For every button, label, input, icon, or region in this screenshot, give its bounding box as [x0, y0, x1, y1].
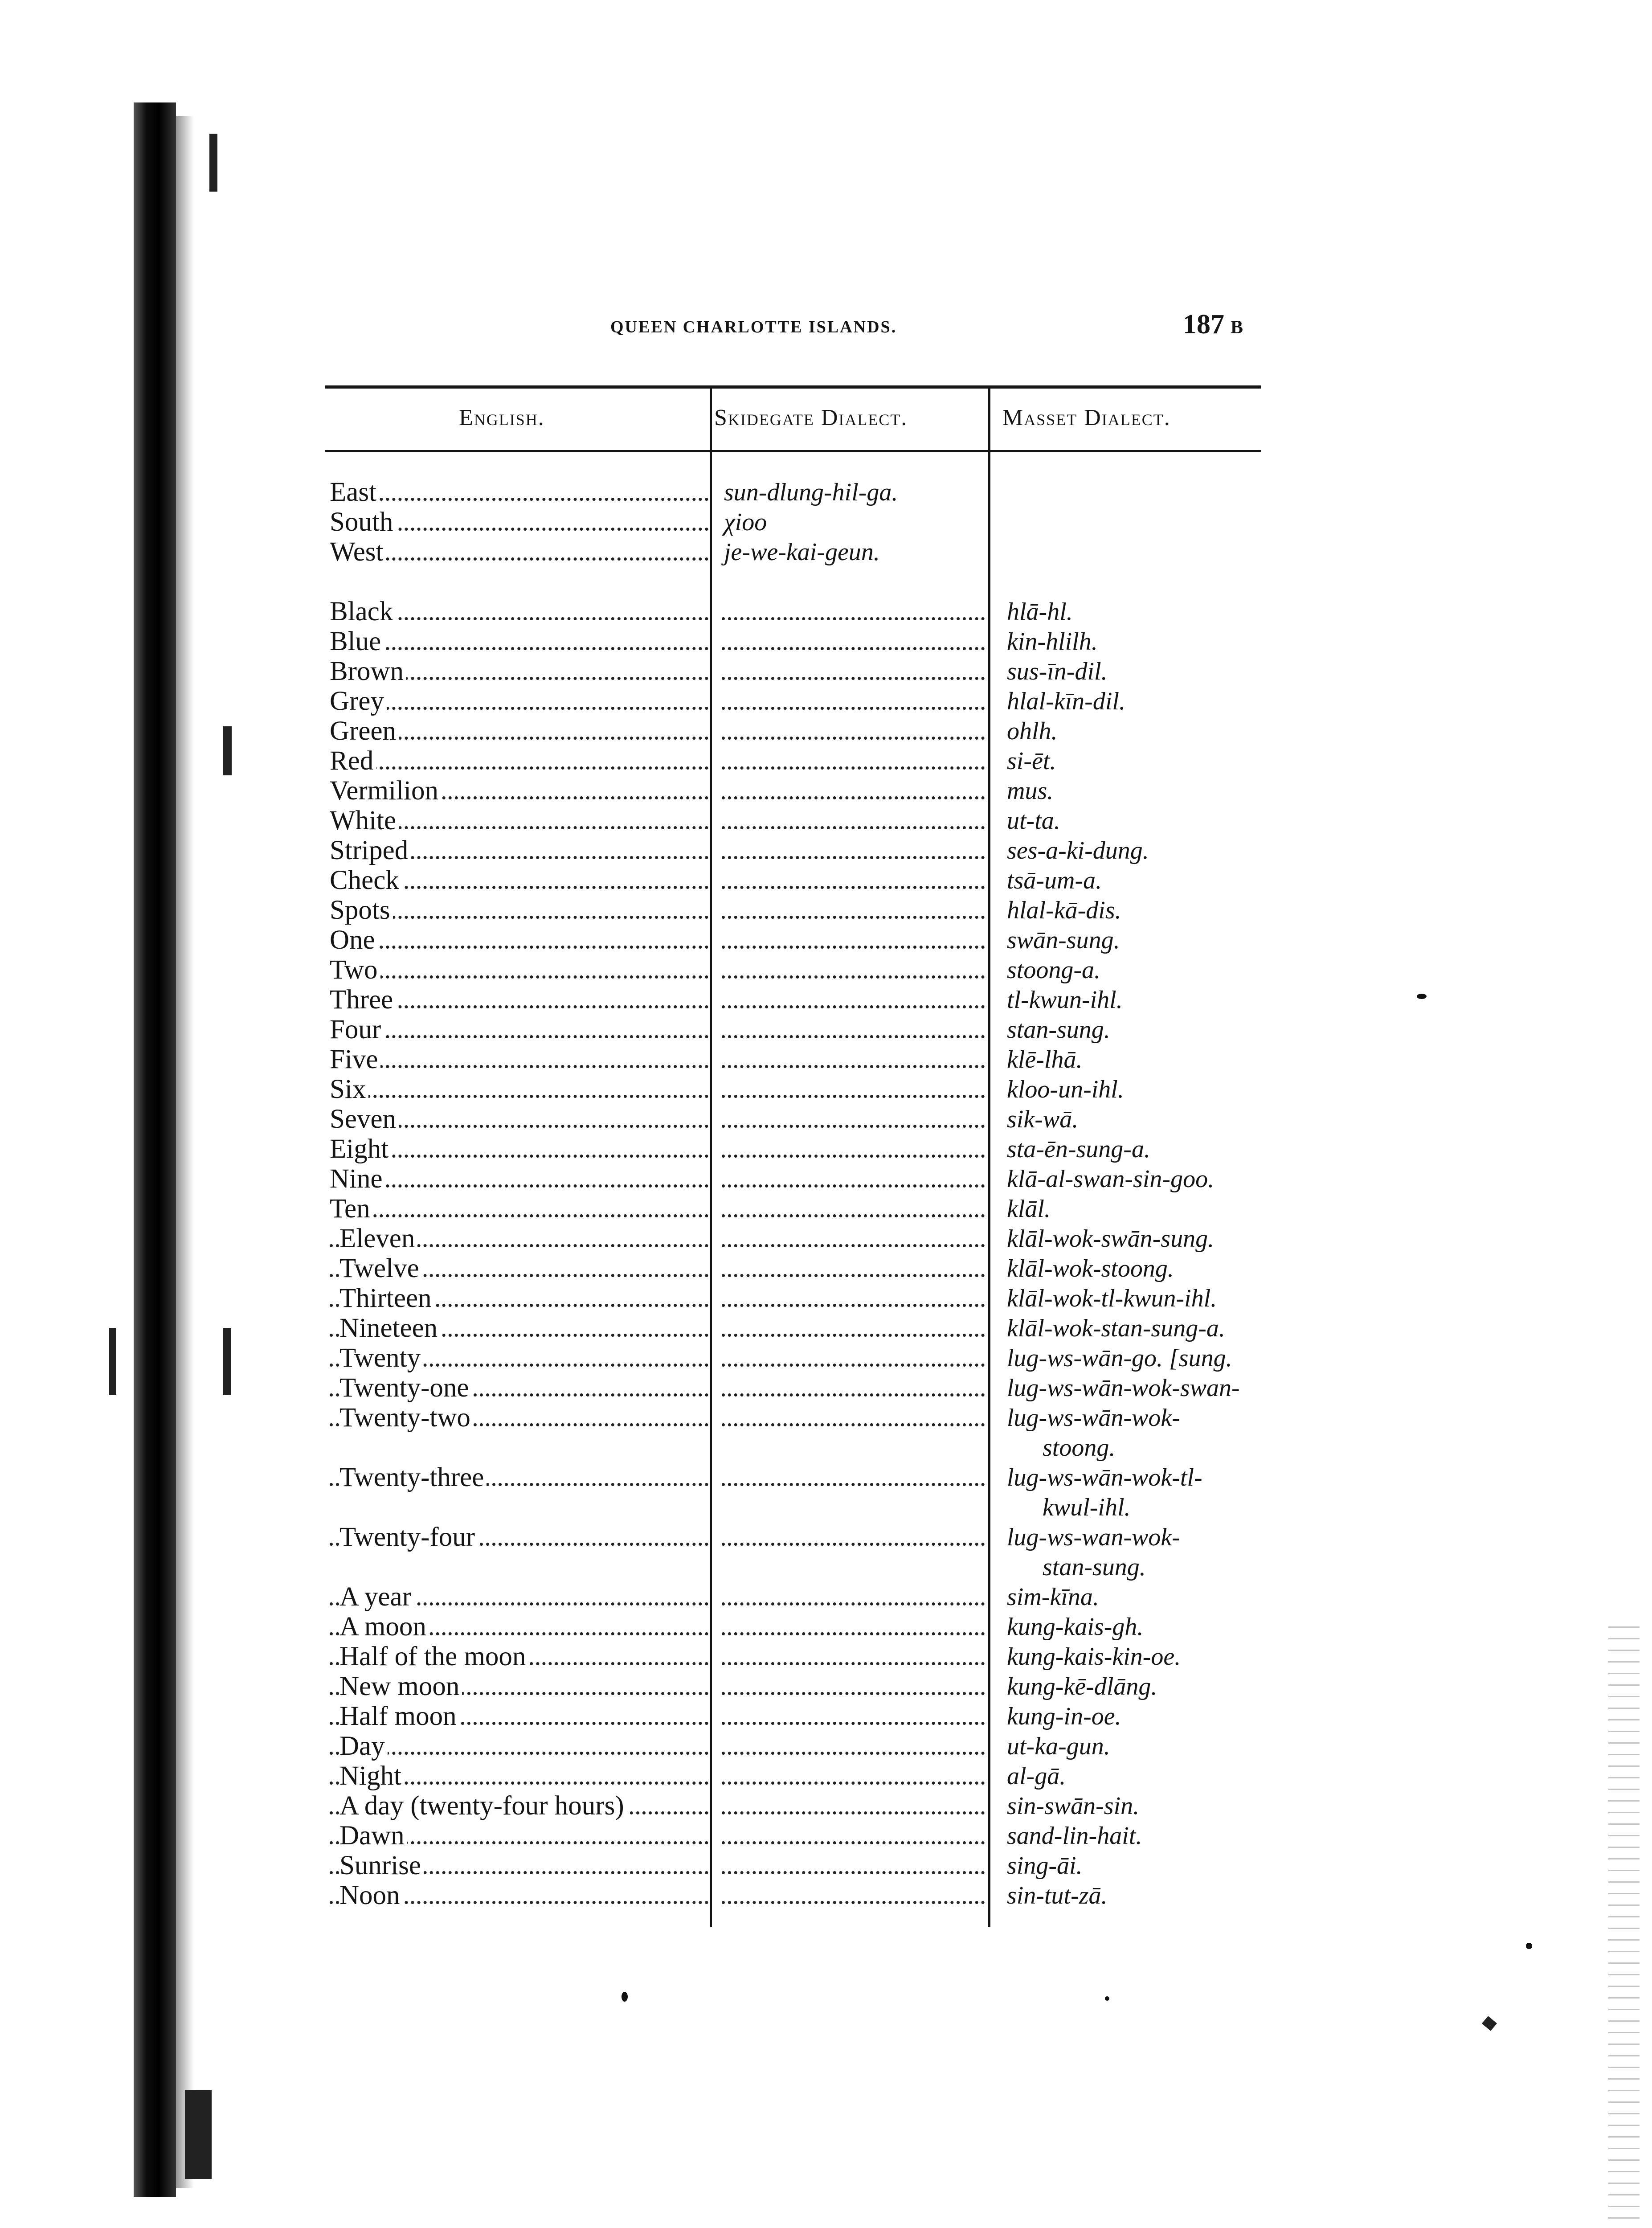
english-term: [330, 985, 708, 1015]
skidegate-empty-leader: [722, 1343, 985, 1373]
scan-mark: [1482, 2016, 1497, 2031]
masset-term: mus.: [1007, 777, 1054, 805]
english-term: [330, 746, 708, 776]
masset-term: kung-kē-dlāng.: [1007, 1673, 1157, 1700]
english-term: [330, 1881, 708, 1910]
english-term-label: Brown: [330, 657, 406, 686]
english-term-label: One: [330, 926, 378, 955]
table-row: [0, 1284, 1652, 1313]
masset-term: kung-kais-kin-oe.: [1007, 1643, 1181, 1671]
english-term-label: Dawn: [339, 1821, 407, 1851]
skidegate-empty-leader: [722, 1045, 985, 1074]
masset-term: lug-ws-wān-wok-: [1007, 1404, 1180, 1432]
masset-term: tl-kwun-ihl.: [1007, 986, 1123, 1014]
skidegate-empty-leader: [722, 597, 985, 627]
skidegate-empty-leader: [722, 1284, 985, 1313]
dot-leader: [722, 1274, 985, 1277]
dot-leader: [330, 1035, 708, 1038]
skidegate-empty-leader: [722, 1075, 985, 1104]
english-term: [330, 478, 708, 507]
masset-term: klē-lhā.: [1007, 1046, 1083, 1073]
dot-leader: [722, 975, 985, 979]
english-term-label: Four: [330, 1015, 384, 1044]
masset-term: klāl-wok-tl-kwun-ihl.: [1007, 1285, 1217, 1312]
english-term: [330, 1134, 708, 1164]
english-term: [330, 687, 708, 716]
english-term: [330, 1224, 708, 1253]
table-row: [0, 1105, 1652, 1134]
table-row: [0, 597, 1652, 627]
english-term: [330, 717, 708, 746]
dot-leader: [722, 916, 985, 919]
skidegate-empty-leader: [722, 687, 985, 716]
dot-leader: [330, 1065, 708, 1068]
dot-leader: [722, 1155, 985, 1158]
table-row: [0, 985, 1652, 1015]
english-term-label: Five: [330, 1045, 380, 1074]
dot-leader: [722, 1364, 985, 1367]
english-term-label: Eight: [330, 1134, 391, 1164]
dot-leader: [722, 707, 985, 710]
table-row: [0, 627, 1652, 656]
table-row: [0, 806, 1652, 836]
dot-leader: [330, 1184, 708, 1188]
english-term: [330, 1612, 708, 1642]
english-term-label: Grey: [330, 687, 387, 716]
skidegate-empty-leader: [722, 1134, 985, 1164]
table-row: [0, 1045, 1652, 1074]
english-term-label: Black: [330, 597, 396, 627]
dot-leader: [722, 1005, 985, 1008]
skidegate-empty-leader: [722, 1732, 985, 1761]
masset-term: klā-al-swan-sin-goo.: [1007, 1165, 1214, 1193]
english-term: [330, 1702, 708, 1731]
english-term-label: A day (twenty-four hours): [339, 1791, 627, 1821]
page-number-suffix: B: [1231, 317, 1243, 338]
masset-term: ut-ta.: [1007, 807, 1060, 835]
english-term: [330, 1672, 708, 1701]
dot-leader: [722, 1184, 985, 1188]
masset-term: tsā-um-a.: [1007, 867, 1102, 894]
skidegate-empty-leader: [722, 955, 985, 985]
english-term-label: Six: [330, 1075, 368, 1104]
english-term: [330, 1582, 708, 1612]
dot-leader: [722, 1483, 985, 1486]
english-term: [330, 1194, 708, 1224]
dot-leader: [722, 766, 985, 770]
table-row: [0, 1702, 1652, 1731]
english-term-label: Blue: [330, 627, 384, 656]
masset-term: sin-tut-zā.: [1007, 1882, 1108, 1909]
english-term: [330, 1284, 708, 1313]
masset-term: ses-a-ki-dung.: [1007, 837, 1149, 864]
dot-leader: [722, 886, 985, 889]
masset-term: sik-wā.: [1007, 1106, 1079, 1133]
english-term-label: White: [330, 806, 399, 836]
skidegate-empty-leader: [722, 926, 985, 955]
table-row: [0, 537, 1652, 567]
dot-leader: [722, 1065, 985, 1068]
table-row: [0, 1373, 1652, 1403]
dot-leader: [722, 1811, 985, 1814]
table-row: [0, 866, 1652, 895]
table-row: [0, 1463, 1652, 1521]
masset-term: klāl-wok-stan-sung-a.: [1007, 1315, 1225, 1342]
table-header-rule: [325, 450, 1261, 452]
english-term-label: Half moon: [339, 1702, 459, 1731]
table-row: [0, 1254, 1652, 1283]
english-term-label: Twenty-four: [339, 1523, 478, 1552]
skidegate-empty-leader: [722, 1224, 985, 1253]
table-row: [0, 955, 1652, 985]
masset-term: lug-ws-wān-wok-swan-: [1007, 1374, 1240, 1402]
english-term: [330, 1821, 708, 1851]
english-term: [330, 1015, 708, 1044]
english-term-label: Twenty-two: [339, 1403, 473, 1433]
skidegate-empty-leader: [722, 1761, 985, 1791]
masset-term: al-gā.: [1007, 1762, 1066, 1790]
english-term: [330, 597, 708, 627]
english-term: [330, 836, 708, 865]
english-term-label: Twenty-three: [339, 1463, 487, 1492]
table-row: [0, 1343, 1652, 1373]
masset-term: ohlh.: [1007, 717, 1058, 745]
dot-leader: [722, 1692, 985, 1695]
dot-leader: [722, 1632, 985, 1635]
skidegate-empty-leader: [722, 866, 985, 895]
masset-term-continuation: kwul-ihl.: [1043, 1494, 1131, 1521]
masset-term: kung-kais-gh.: [1007, 1613, 1144, 1641]
masset-term-continuation: stan-sung.: [1043, 1553, 1146, 1581]
english-term-label: South: [330, 508, 396, 537]
skidegate-empty-leader: [722, 896, 985, 925]
dot-leader: [722, 1662, 985, 1665]
skidegate-empty-leader: [722, 1851, 985, 1880]
table-row: [0, 1194, 1652, 1224]
scan-mark: [209, 134, 217, 192]
masset-term: sim-kīna.: [1007, 1583, 1099, 1611]
skidegate-term: sun-dlung-hil-ga.: [724, 479, 898, 506]
english-term: [330, 1523, 708, 1552]
dot-leader: [722, 617, 985, 620]
english-term-label: Twenty-one: [339, 1373, 471, 1403]
column-header-english: English.: [459, 405, 545, 430]
dot-leader: [330, 766, 708, 770]
dot-leader: [722, 1423, 985, 1426]
dot-leader: [330, 946, 708, 949]
masset-term: kloo-un-ihl.: [1007, 1076, 1124, 1103]
table-row: [0, 1642, 1652, 1671]
english-term-label: Noon: [339, 1881, 403, 1910]
skidegate-empty-leader: [722, 1373, 985, 1403]
english-term-label: Thirteen: [339, 1284, 434, 1313]
skidegate-empty-leader: [722, 1582, 985, 1612]
dot-leader: [722, 826, 985, 829]
skidegate-empty-leader: [722, 657, 985, 686]
masset-term: klāl-wok-stoong.: [1007, 1255, 1174, 1282]
skidegate-empty-leader: [722, 1702, 985, 1731]
masset-term: sand-lin-hait.: [1007, 1822, 1142, 1850]
table-row: [0, 687, 1652, 716]
english-term-label: A moon: [339, 1612, 429, 1642]
dot-leader: [722, 677, 985, 680]
table-row: [0, 776, 1652, 806]
dot-leader: [722, 1095, 985, 1098]
english-term-label: West: [330, 537, 386, 567]
dot-leader: [722, 1334, 985, 1337]
english-term-label: Two: [330, 955, 380, 985]
dot-leader: [330, 1214, 708, 1217]
dot-leader: [722, 1393, 985, 1397]
english-term-label: Twelve: [339, 1254, 422, 1283]
masset-term: kin-hlilh.: [1007, 628, 1098, 655]
scan-speck: [622, 1992, 628, 2002]
english-term: [330, 1254, 708, 1283]
masset-term: si-ēt.: [1007, 747, 1056, 775]
dot-leader: [722, 1752, 985, 1755]
english-term: [330, 1732, 708, 1761]
skidegate-empty-leader: [722, 746, 985, 776]
skidegate-empty-leader: [722, 1523, 985, 1552]
table-row: [0, 836, 1652, 865]
english-term-label: Twenty: [339, 1343, 423, 1373]
masset-term: klāl.: [1007, 1195, 1051, 1223]
skidegate-empty-leader: [722, 1881, 985, 1910]
english-term: [330, 1851, 708, 1880]
table-row: [0, 746, 1652, 776]
english-term-label: Nine: [330, 1164, 385, 1194]
masset-term: stoong-a.: [1007, 956, 1100, 984]
masset-term: sta-ēn-sung-a.: [1007, 1135, 1150, 1163]
skidegate-empty-leader: [722, 1821, 985, 1851]
skidegate-empty-leader: [722, 1194, 985, 1224]
skidegate-empty-leader: [722, 776, 985, 806]
column-header-skidegate: Skidegate Dialect.: [714, 405, 908, 430]
dot-leader: [722, 1722, 985, 1725]
table-row: [0, 1761, 1652, 1791]
table-row: [0, 1732, 1652, 1761]
skidegate-empty-leader: [722, 627, 985, 656]
masset-term: sus-īn-dil.: [1007, 658, 1108, 685]
masset-term: kung-in-oe.: [1007, 1703, 1121, 1730]
scan-speck: [1105, 1996, 1109, 2001]
skidegate-empty-leader: [722, 1254, 985, 1283]
table-row: [0, 1881, 1652, 1910]
table-row: [0, 896, 1652, 925]
table-row: [0, 1612, 1652, 1642]
skidegate-empty-leader: [722, 1105, 985, 1134]
masset-term: sin-swān-sin.: [1007, 1792, 1140, 1820]
english-term: [330, 1075, 708, 1104]
english-term: [330, 926, 708, 955]
table-row: [0, 717, 1652, 746]
table-row: [0, 1224, 1652, 1253]
dot-leader: [722, 1841, 985, 1844]
masset-term: sing-āi.: [1007, 1852, 1083, 1880]
english-term-label: Seven: [330, 1105, 399, 1134]
dot-leader: [330, 498, 708, 501]
table-row: [0, 1015, 1652, 1044]
english-term-label: Half of the moon: [339, 1642, 528, 1671]
table-row: [0, 1134, 1652, 1164]
table-row: [0, 508, 1652, 537]
skidegate-empty-leader: [722, 1791, 985, 1821]
skidegate-term: χioo: [724, 508, 767, 536]
masset-term: ut-ka-gun.: [1007, 1732, 1110, 1760]
masset-term-continuation: stoong.: [1043, 1434, 1116, 1462]
masset-term: hlal-kīn-dil.: [1007, 688, 1125, 715]
english-term: [330, 955, 708, 985]
english-term: [330, 1403, 708, 1433]
table-row: [0, 1582, 1652, 1612]
scan-mark: [185, 2090, 212, 2179]
skidegate-term: je-we-kai-geun.: [724, 538, 880, 566]
english-term-label: Eleven: [339, 1224, 417, 1253]
dot-leader: [330, 975, 708, 979]
english-term-label: Nineteen: [339, 1314, 440, 1343]
skidegate-empty-leader: [722, 1463, 985, 1492]
english-term-label: Three: [330, 985, 396, 1015]
english-term: [330, 776, 708, 806]
english-term-label: Striped: [330, 836, 411, 865]
english-term: [330, 537, 708, 567]
english-term: [330, 1761, 708, 1791]
english-term: [330, 1343, 708, 1373]
table-row: [0, 1314, 1652, 1343]
table-row: [0, 1164, 1652, 1194]
dot-leader: [330, 1095, 708, 1098]
table-row: [0, 1523, 1652, 1581]
scan-speck: [1526, 1943, 1532, 1949]
skidegate-empty-leader: [722, 1164, 985, 1194]
english-term-label: Day: [339, 1732, 388, 1761]
english-term: [330, 806, 708, 836]
dot-leader: [722, 1214, 985, 1217]
masset-term: lug-ws-wān-go. [sung.: [1007, 1344, 1232, 1372]
english-term-label: A year: [339, 1582, 414, 1612]
masset-term: lug-ws-wān-wok-tl-: [1007, 1464, 1202, 1491]
english-term: [330, 896, 708, 925]
english-term: [330, 657, 708, 686]
table-row: [0, 1851, 1652, 1880]
english-term-label: Night: [339, 1761, 404, 1791]
english-term: [330, 508, 708, 537]
english-term: [330, 1314, 708, 1343]
dot-leader: [722, 1871, 985, 1874]
english-term: [330, 1105, 708, 1134]
english-term-label: Vermilion: [330, 776, 441, 806]
english-term-label: Spots: [330, 896, 393, 925]
page-number-value: 187: [1183, 309, 1224, 340]
english-term: [330, 1463, 708, 1492]
table-row: [0, 478, 1652, 507]
dot-leader: [722, 647, 985, 650]
skidegate-empty-leader: [722, 836, 985, 865]
skidegate-empty-leader: [722, 717, 985, 746]
table-row: [0, 1403, 1652, 1462]
running-head: QUEEN CHARLOTTE ISLANDS.: [610, 318, 897, 336]
masset-term: hlā-hl.: [1007, 598, 1073, 626]
english-term-label: Sunrise: [339, 1851, 424, 1880]
skidegate-empty-leader: [722, 985, 985, 1015]
dot-leader: [722, 796, 985, 799]
english-term: [330, 1373, 708, 1403]
english-term-label: Green: [330, 717, 399, 746]
table-row: [0, 1821, 1652, 1851]
english-term: [330, 866, 708, 895]
dot-leader: [722, 1901, 985, 1904]
dot-leader: [722, 1543, 985, 1546]
skidegate-empty-leader: [722, 806, 985, 836]
dot-leader: [722, 1304, 985, 1307]
english-term-label: East: [330, 478, 379, 507]
english-term-label: New moon: [339, 1672, 462, 1701]
dot-leader: [722, 1782, 985, 1785]
dot-leader: [722, 946, 985, 949]
table-row: [0, 926, 1652, 955]
dot-leader: [330, 557, 708, 561]
page-number: [1183, 309, 1243, 340]
english-term: [330, 1045, 708, 1074]
table-row: [0, 1791, 1652, 1821]
table-row: [0, 1075, 1652, 1104]
dot-leader: [722, 856, 985, 859]
masset-term: stan-sung.: [1007, 1016, 1110, 1044]
english-term-label: Check: [330, 866, 402, 895]
skidegate-empty-leader: [722, 1403, 985, 1433]
masset-term: swān-sung.: [1007, 926, 1120, 954]
dot-leader: [330, 647, 708, 650]
masset-term: hlal-kā-dis.: [1007, 897, 1121, 924]
english-term-label: Red: [330, 746, 376, 776]
english-term-label: Ten: [330, 1194, 373, 1224]
table-row: [0, 1672, 1652, 1701]
skidegate-empty-leader: [722, 1612, 985, 1642]
dot-leader: [722, 1125, 985, 1128]
dot-leader: [722, 1244, 985, 1247]
skidegate-empty-leader: [722, 1314, 985, 1343]
skidegate-empty-leader: [722, 1642, 985, 1671]
table-row: [0, 657, 1652, 686]
masset-term: klāl-wok-swān-sung.: [1007, 1225, 1214, 1253]
skidegate-empty-leader: [722, 1672, 985, 1701]
english-term: [330, 627, 708, 656]
skidegate-empty-leader: [722, 1015, 985, 1044]
dot-leader: [722, 737, 985, 740]
column-header-masset: Masset Dialect.: [1002, 405, 1171, 430]
dot-leader: [722, 1602, 985, 1605]
dot-leader: [722, 1035, 985, 1038]
table-top-rule: [325, 385, 1261, 389]
english-term: [330, 1164, 708, 1194]
masset-term: lug-ws-wan-wok-: [1007, 1524, 1180, 1551]
english-term: [330, 1642, 708, 1671]
english-term: [330, 1791, 708, 1821]
